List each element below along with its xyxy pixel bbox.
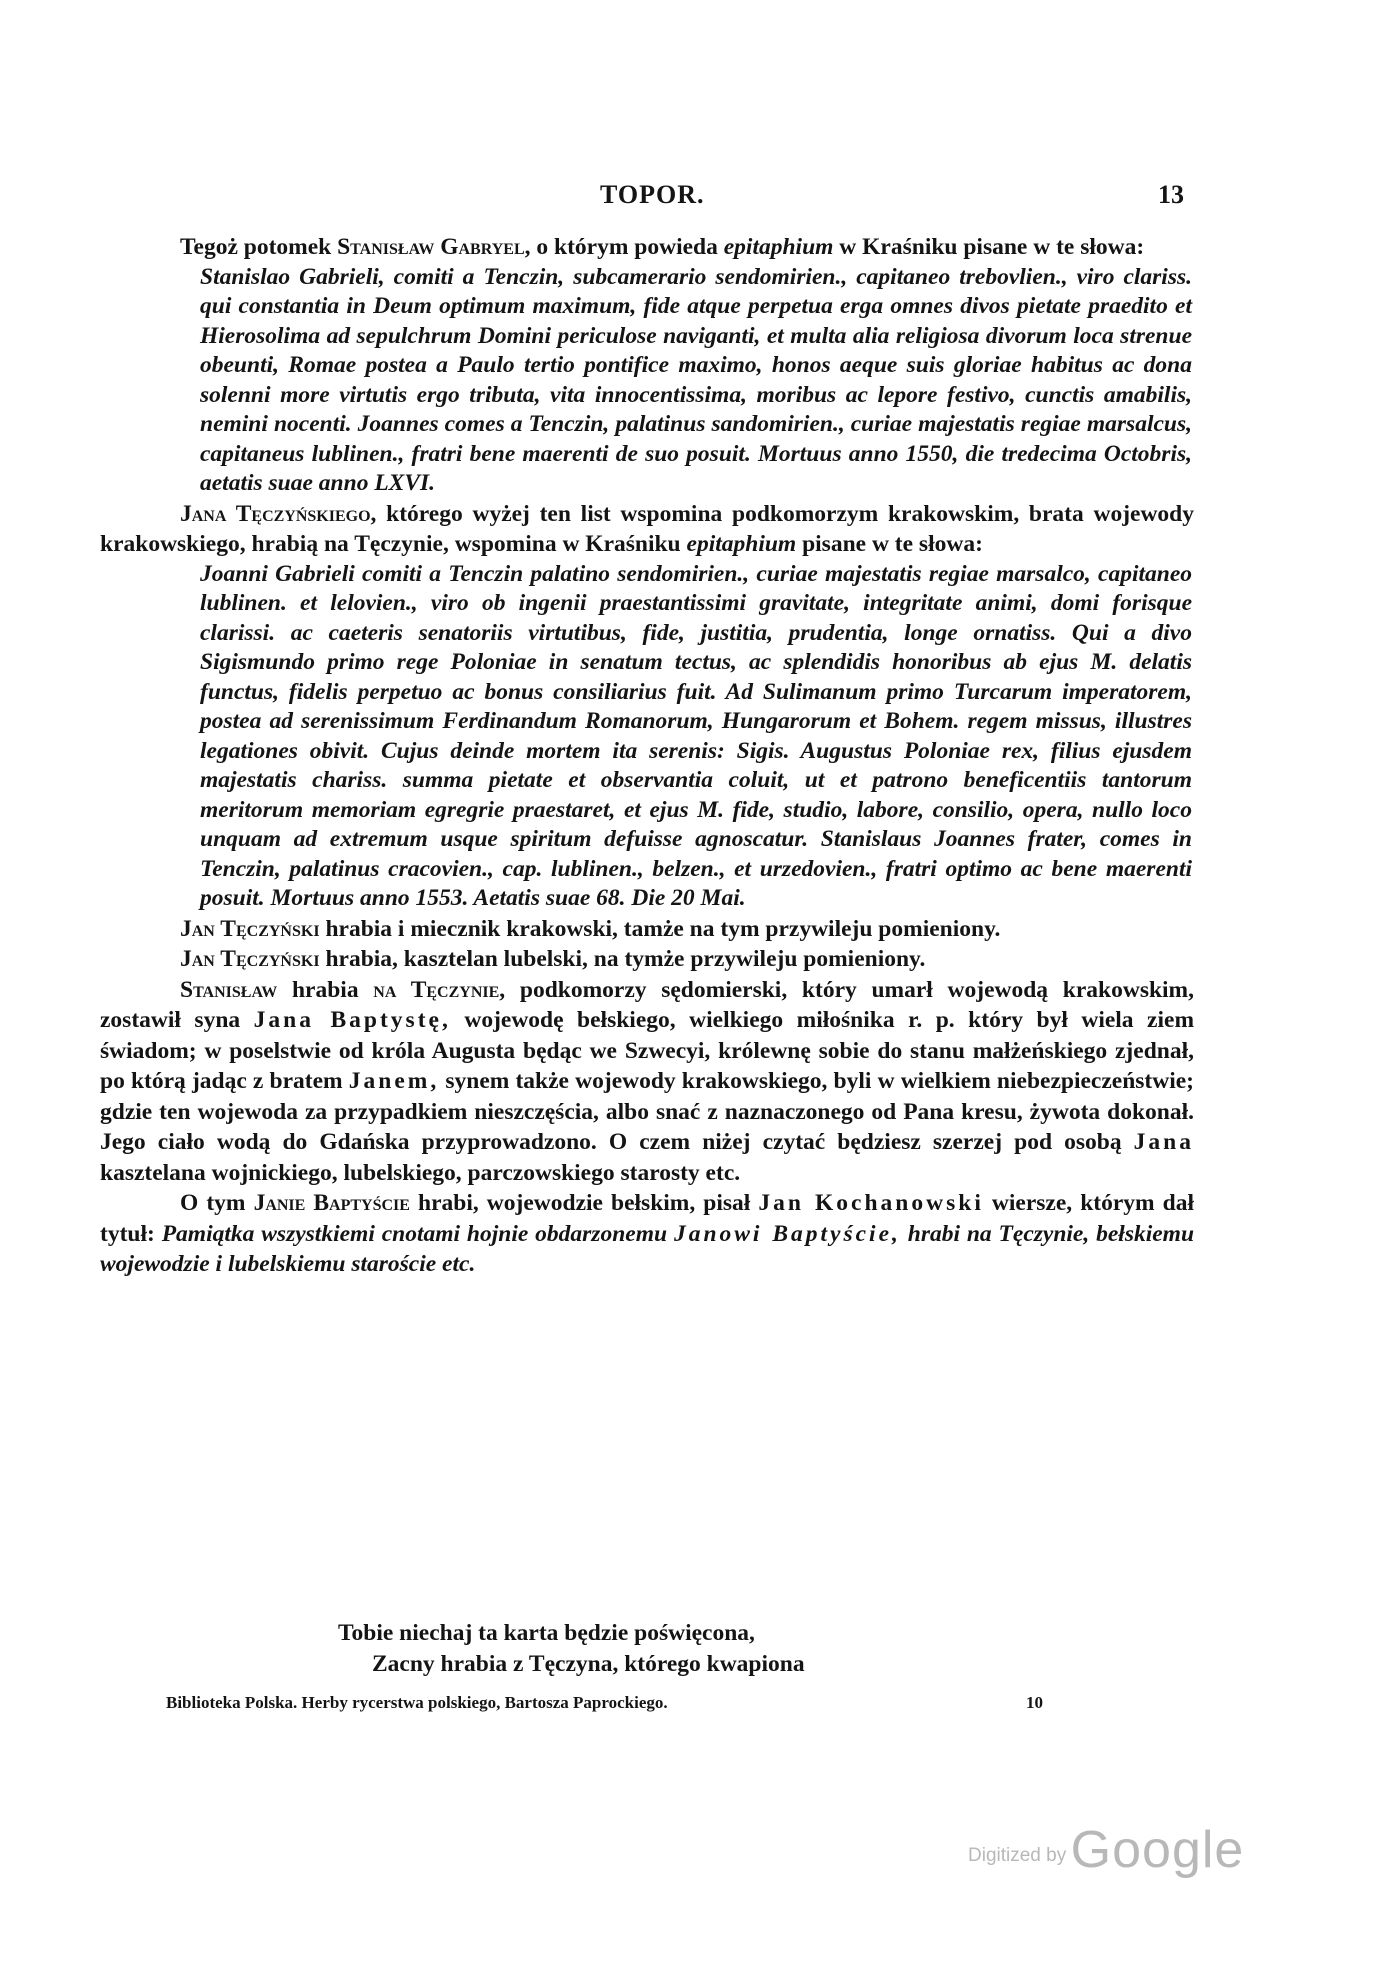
p1-name: Stanisław Gabryel,: [337, 234, 531, 260]
p3-name: Jan Tęczyński: [180, 915, 320, 942]
p1-epitaph-word: epitaphium: [723, 234, 834, 260]
digitized-watermark: [968, 1820, 1244, 1880]
p1-mid: o którym powieda: [536, 234, 718, 260]
latin-epitaph-2: Joanni Gabrieli comiti a Tenczin palatino sendomirien., curiae majestatis regiae marsalco, capitaneo lublinen. et lelovien., viro ob ingenii praestantissimi gravitate, integritate animi, domi forisque clarissi. ac caeteris senatoriis virtutibus, fide, justitia, prudentia, longe ornatiss. Qui a divo Sigismundo primo rege Poloniae in senatum tectus, ac splendidis honoribus ab ejus M. delatis functus, fidelis perpetuo ac bonus consiliarius fuit. Ad Sulimanum primo Turcarum imperatorem, postea ad serenissimum Ferdinandum Romanorum, Hungarorum et Bohem. regem missus, illustres legationes obivit. Cujus deinde mortem ita serenis: Sigis. Augustus Poloniae rex, filius ejusdem majestatis chariss. summa pietate et observantia coluit, ut et patrono beneficentiis tantorum meritorum memoriam egregrie praestaret, et ejus M. fide, studio, labore, consilio, opera, nullo loco unquam ad extremum usque spiritum defuisse agnoscatur. Stanislaus Joannes frater, comes in Tenczin, palatinus cracovien., cap. lublinen., belzen., et urzedovien., fratri optimo ac bene maerenti posuit. Mortuus anno 1553. Aetatis suae 68. Die 20 Mai.: [200, 560, 1192, 911]
p5-mid: hrabia: [291, 976, 359, 1003]
body-text: [100, 232, 1194, 1280]
paragraph-jan-teczynski-podkomorzy: [100, 499, 1194, 560]
p1-rest: w Kraśniku pisane w te słowa:: [839, 234, 1145, 260]
p2-epitaph-word: epitaphium: [686, 531, 797, 557]
p1-intro: Tegoż potomek: [180, 234, 332, 260]
p3-text: hrabia i miecznik krakowski, tamże na tym przywileju pomieniony.: [325, 915, 1001, 942]
p6-text1: hrabi, wojewodzie bełskim, pisał: [418, 1190, 751, 1216]
page-footer: [166, 1693, 1066, 1713]
p5-text4: kasztelana wojnickiego, lubelskiego, parczowskiego starosty etc.: [100, 1159, 741, 1186]
p5-text3: synem także wojewody krakowskiego, byli w wielkiem niebezpieczeństwie; gdzie ten wojewoda za przypadkiem nieszczęścia, albo snać z naznaczonego od Pana kresu, żywota dokonał. Jego ciało wodą do Gdańska przyprowadzono. O czem niżej czytać będziesz szerzej pod osobą: [100, 1068, 1195, 1155]
p5-text2: wojewodę bełskiego, wielkiego miłośnika r. p. który był wiela ziem świadom; w poselstwie od króla Augusta będąc we Szwecyi, królewnę sobie do stanu małżeńskiego zjednał, po którą jadąc z bratem: [100, 1007, 1195, 1094]
paragraph-jan-kasztelan: [100, 944, 1194, 975]
p5-spaced-name: Jana Baptystę,: [253, 1007, 451, 1033]
p6-title-italic: Pamiątka wszystkiemi cnotami hojnie obdarzonemu: [161, 1220, 668, 1247]
paragraph-stanislaw-gabryel: [100, 232, 1194, 263]
poem-line-2: Zacny hrabia z Tęczyna, którego kwapiona: [372, 1651, 805, 1677]
p5-spaced-jana: Jana: [1133, 1129, 1194, 1155]
p6-text2: wiersze, którym dał tytuł:: [100, 1190, 1195, 1247]
p4-name: Jan Tęczyński: [180, 946, 320, 972]
page-title: TOPOR.: [600, 180, 705, 209]
google-logo: Google: [1070, 1821, 1245, 1879]
p5-spaced-janem: Janem,: [348, 1068, 440, 1094]
paragraph-stanislaw-podkomorzy: [100, 975, 1194, 1189]
latin-epitaph-1: Stanislao Gabrieli, comiti a Tenczin, subcamerario sendomirien., capitaneo trebovlien., viro clariss. qui constantia in Deum optimum maximum, fide atque perpetua erga omnes divos pietate praedito et Hierosolima ad sepulchrum Domini periculose naviganti, et multa alia religiosa divorum loca strenue obeunti, Romae postea a Paulo tertio pontifice maximo, honos aeque suis gloriae habitus ac dona solenni more virtutis ergo tributa, vita innocentissima, moribus ac lepore festivo, cunctis amabilis, nemini nocenti. Joannes comes a Tenczin, palatinus sandomirien., curiae majestatis regiae marsalcus, capitaneus lublinen., fratri bene maerenti de suo posuit. Mortuus anno 1550, die tredecima Octobris, aetatis suae anno LXVI.: [200, 263, 1192, 496]
paragraph-jan-baptysta: [100, 1188, 1194, 1280]
page-number: 13: [1158, 180, 1184, 209]
watermark-prefix: Digitized by: [968, 1845, 1067, 1866]
p5-name: Stanisław: [180, 976, 278, 1003]
signature-mark: 10: [1026, 1693, 1043, 1712]
p6-author: Jan Kochanowski: [758, 1190, 984, 1216]
p4-text: hrabia, kasztelan lubelski, na tymże przywileju pomieniony.: [325, 946, 926, 972]
p6-lead: O tym: [180, 1190, 246, 1216]
paragraph-jan-miecznik: [100, 914, 1194, 945]
p6-title-spaced: Janowi Baptyście,: [673, 1220, 901, 1247]
footer-citation: Biblioteka Polska. Herby rycerstwa polskiego, Bartosza Paprockiego.: [166, 1693, 668, 1712]
p2-text2: pisane w te słowa:: [802, 531, 983, 557]
p6-title-end: hrabi na Tęczynie, bełskiemu wojewodzie i lubelskiemu staroście etc.: [100, 1220, 1195, 1277]
poem-line-1: Tobie niechaj ta karta będzie poświęcona,: [338, 1620, 755, 1646]
p5-place: na Tęczynie,: [373, 976, 506, 1003]
p6-name: Janie Baptyście: [253, 1190, 410, 1216]
p2-text1: którego wyżej ten list wspomina podkomorzym krakowskim, brata wojewody krakowskiego, hrabią na Tęczynie, wspomina w Kraśniku: [100, 500, 1194, 557]
p5-text1: podkomorzy sędomierski, który umarł wojewodą krakowskim, zostawił syna: [100, 976, 1195, 1033]
p2-name: Jana Tęczyńskiego,: [180, 500, 377, 527]
poem-excerpt: [338, 1618, 805, 1680]
running-head: [0, 180, 1386, 210]
